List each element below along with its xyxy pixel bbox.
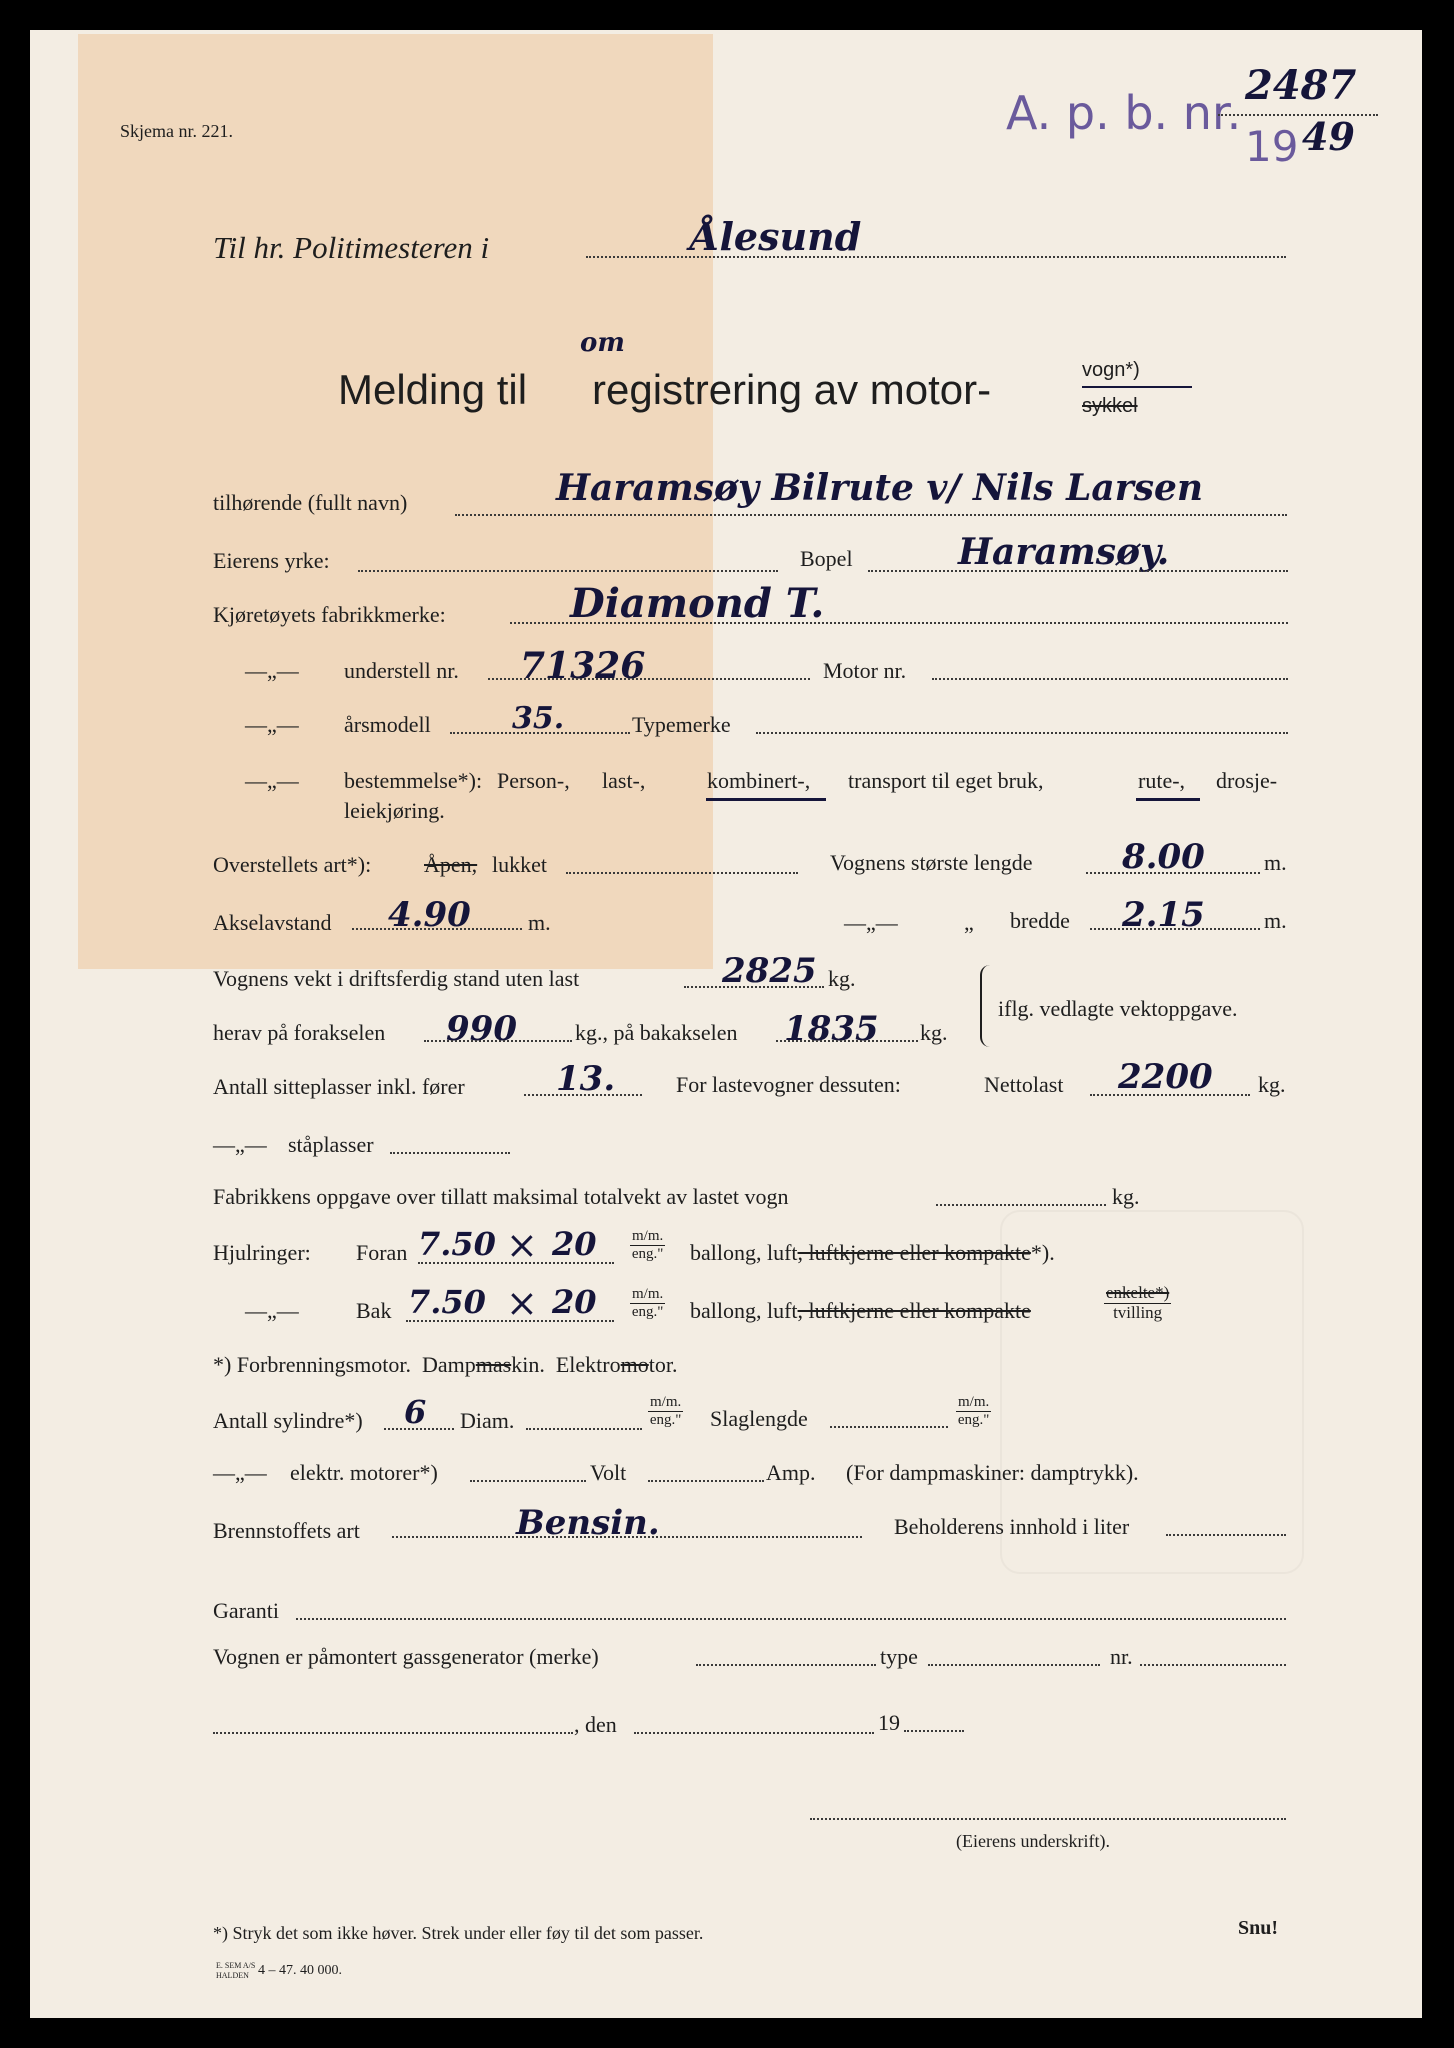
tires-front-unit — [630, 1228, 665, 1262]
gas-generator-line — [696, 1664, 876, 1666]
ditto-mark-1: —„— — [245, 658, 299, 683]
owner-value: Haramsøy Bilrute v/ Nils Larsen — [556, 467, 1204, 509]
title-option-divider — [1082, 386, 1192, 388]
tires-front-struck: , luftkjerne eller kompakte — [797, 1240, 1031, 1265]
net-load-unit: kg. — [1258, 1072, 1286, 1097]
rear-axle-value: 1835 — [784, 1009, 879, 1049]
net-load-value: 2200 — [1118, 1057, 1213, 1097]
tires-front-suffix: *). — [1030, 1240, 1055, 1265]
width-prefix: „ — [964, 910, 974, 935]
amp-label: Amp. — [766, 1460, 816, 1485]
axle-distance-label: Akselavstand — [213, 910, 332, 935]
axle-distance-unit: m. — [528, 910, 551, 935]
max-length-unit: m. — [1264, 850, 1287, 875]
motor-no-label: Motor nr. — [823, 658, 907, 683]
ditto-mark-2: —„— — [245, 712, 299, 737]
owner-label: tilhørende (fullt navn) — [213, 490, 408, 515]
electric-motors-line — [470, 1480, 586, 1482]
body-type-line — [566, 872, 798, 874]
title-option-vogn: vogn*) — [1082, 359, 1140, 381]
date-year-line — [904, 1730, 964, 1732]
make-line — [510, 622, 1288, 624]
ditto-mark-7: —„— — [213, 1460, 267, 1485]
stamp-year-written: 49 — [1302, 114, 1355, 159]
stroke-unit-top: m/m. — [958, 1394, 990, 1410]
stroke-unit — [956, 1394, 991, 1428]
weight-note: iflg. vedlagte vektoppgave. — [998, 996, 1238, 1021]
owner-line — [455, 514, 1287, 516]
seats-line — [524, 1094, 642, 1096]
date-separator: , den — [574, 1712, 617, 1737]
tires-rear-kept: ballong, luft — [690, 1298, 798, 1323]
max-total-line — [936, 1204, 1106, 1206]
addressee-city: Ålesund — [690, 214, 862, 259]
steam-pressure-note: (For dampmaskiner: damptrykk). — [846, 1460, 1139, 1485]
stamp-year-printed: 19 — [1245, 122, 1299, 171]
tires-rear-type — [690, 1300, 1031, 1322]
registration-number: 2487 — [1245, 62, 1357, 109]
tires-rear-opt-tvilling: tvilling — [1113, 1302, 1163, 1322]
registration-stamp-label: A. p. b. nr. — [1006, 86, 1242, 140]
guarantee-line — [296, 1618, 1286, 1620]
title-option-sykkel: sykkel — [1082, 395, 1138, 417]
ditto-mark-6: —„— — [245, 1298, 299, 1323]
rear-axle-line — [776, 1040, 918, 1042]
motor-type-electro-b: tor. — [648, 1352, 678, 1377]
purpose-option-rute: rute-, — [1138, 768, 1186, 793]
tires-rear-size-a: 7.50 — [408, 1283, 486, 1321]
purpose-option-drosje: drosje- — [1216, 768, 1278, 793]
standing-label: ståplasser — [288, 1132, 374, 1157]
diam-label: Diam. — [460, 1408, 515, 1433]
footnote: *) Stryk det som ikke høver. Strek under eller føy til det som passer. — [213, 1923, 704, 1943]
motor-type-line — [213, 1354, 677, 1376]
purpose-option-last: last-, — [602, 768, 646, 793]
type-label: Typemerke — [632, 712, 731, 737]
diam-unit — [648, 1394, 683, 1428]
tires-front-unit-top: m/m. — [632, 1228, 664, 1244]
turn-over-note: Snu! — [1238, 1917, 1279, 1939]
chassis-line — [488, 678, 810, 680]
rear-axle-label: kg., på bakakselen — [575, 1020, 738, 1045]
axle-distance-line — [352, 928, 522, 930]
diam-unit-bottom: eng." — [649, 1411, 682, 1428]
occupation-line — [358, 570, 778, 572]
tires-rear-unit — [630, 1286, 665, 1320]
print-info: 4 – 47. 40 000. — [258, 1963, 342, 1978]
volt-line — [648, 1480, 764, 1482]
gas-generator-label: Vognen er påmontert gassgenerator (merke) — [213, 1644, 599, 1669]
chassis-value: 71326 — [520, 645, 646, 687]
ditto-mark-5: —„— — [213, 1132, 267, 1157]
title-insertion: om — [580, 328, 625, 358]
stroke-line — [830, 1426, 948, 1428]
tires-rear-unit-top: m/m. — [632, 1286, 664, 1302]
diam-unit-top: m/m. — [650, 1394, 682, 1410]
width-label: bredde — [1010, 908, 1070, 933]
form-title-part2: registrering av motor- — [592, 366, 992, 413]
signature-label: (Eierens underskrift). — [956, 1831, 1110, 1851]
motor-type-electro-a: Elektro — [555, 1352, 621, 1377]
max-total-label: Fabrikkens oppgave over tillatt maksimal totalvekt av lastet vogn — [213, 1184, 789, 1209]
tires-rear-options — [1104, 1284, 1171, 1322]
model-year-value: 35. — [512, 701, 565, 736]
seats-label: Antall sitteplasser inkl. fører — [213, 1074, 465, 1099]
tank-line — [1166, 1534, 1286, 1536]
addressee-label: Til hr. Politimesteren i — [213, 230, 490, 265]
guarantee-label: Garanti — [213, 1598, 279, 1623]
motor-type-steam-b: kin. — [511, 1352, 545, 1377]
model-year-line — [450, 732, 630, 734]
motor-type-steam-a: Damp — [422, 1352, 476, 1377]
purpose-line2: leiekjøring. — [344, 798, 445, 823]
seats-value: 13. — [556, 1059, 616, 1099]
chassis-label: understell nr. — [344, 658, 459, 683]
tires-front-unit-bottom: eng." — [631, 1245, 664, 1262]
ditto-mark-4: —„— — [844, 910, 898, 935]
weight-unit: kg. — [828, 966, 856, 991]
tires-front-size-a: 7.50 — [418, 1225, 496, 1263]
front-axle-value: 990 — [446, 1009, 517, 1049]
tires-rear-line — [406, 1320, 614, 1322]
body-type-open: Åpen, — [424, 852, 478, 877]
tires-rear-label: Bak — [356, 1298, 392, 1323]
volt-label: Volt — [590, 1460, 627, 1485]
width-value: 2.15 — [1122, 895, 1205, 935]
tires-rear-opt-enkelte: enkelte*) — [1106, 1283, 1170, 1302]
tires-rear-times: × — [506, 1281, 538, 1325]
gas-no-line — [1140, 1664, 1286, 1666]
model-year-label: årsmodell — [344, 712, 431, 737]
date-year-prefix: 19 — [878, 1710, 900, 1735]
signature-line — [810, 1818, 1286, 1820]
front-axle-line — [424, 1040, 572, 1042]
width-line — [1090, 928, 1260, 930]
width-unit: m. — [1264, 908, 1287, 933]
rear-axle-unit: kg. — [920, 1020, 948, 1045]
tires-front-line — [418, 1262, 614, 1264]
ditto-mark-3: —„— — [245, 768, 299, 793]
net-load-label: Nettolast — [984, 1072, 1064, 1097]
cylinders-line — [384, 1428, 454, 1430]
stroke-unit-bottom: eng." — [957, 1411, 990, 1428]
tires-rear-unit-bottom: eng." — [631, 1303, 664, 1320]
purpose-option-person: Person-, — [497, 768, 570, 793]
tires-rear-struck: , luftkjerne eller kompakte — [797, 1298, 1031, 1323]
tank-label: Beholderens innhold i liter — [894, 1514, 1130, 1539]
fuel-label: Brennstoffets art — [213, 1518, 360, 1543]
addressee-line — [586, 256, 1286, 258]
max-length-value: 8.00 — [1122, 837, 1205, 877]
motor-type-electro-struck: mo — [620, 1352, 649, 1377]
body-type-label: Overstellets art*): — [213, 852, 372, 877]
axle-distance-value: 4.90 — [388, 895, 471, 935]
diam-line — [526, 1428, 642, 1430]
motor-no-line — [932, 678, 1288, 680]
weight-brace — [980, 965, 992, 1047]
tires-front-kept: ballong, luft — [690, 1240, 798, 1265]
front-axle-label: herav på forakselen — [213, 1020, 386, 1045]
max-length-label: Vognens største lengde — [830, 850, 1033, 875]
residence-line — [868, 570, 1288, 572]
tires-front-times: × — [506, 1223, 538, 1267]
stroke-label: Slaglengde — [710, 1406, 808, 1431]
cargo-label: For lastevogner dessuten: — [676, 1072, 901, 1097]
place-line — [213, 1732, 573, 1734]
make-label: Kjøretøyets fabrikkmerke: — [213, 602, 446, 627]
underline-rute — [1136, 798, 1200, 801]
printer-city: HALDEN — [216, 1971, 249, 1980]
weight-line — [684, 986, 824, 988]
motor-type-steam-struck: mas — [475, 1352, 512, 1377]
weight-label: Vognens vekt i driftsferdig stand uten last — [213, 966, 580, 991]
tires-front-label: Foran — [356, 1240, 408, 1265]
electric-motors-label: elektr. motorer*) — [290, 1460, 438, 1485]
cylinders-label: Antall sylindre*) — [213, 1408, 363, 1433]
make-value: Diamond T. — [570, 580, 825, 627]
gas-type-label: type — [880, 1644, 918, 1669]
max-total-unit: kg. — [1112, 1184, 1140, 1209]
form-title-part1: Melding til — [338, 366, 528, 413]
gas-type-line — [928, 1664, 1100, 1666]
tires-front-type — [690, 1242, 1055, 1264]
fuel-value: Bensin. — [516, 1503, 660, 1543]
standing-line — [390, 1152, 510, 1154]
net-load-line — [1090, 1094, 1250, 1096]
purpose-option-transport: transport til eget bruk, — [848, 768, 1044, 793]
schema-number: Skjema nr. 221. — [120, 121, 233, 141]
tires-rear-size-b: 20 — [552, 1283, 597, 1321]
motor-type-combustion: *) Forbrenningsmotor. — [213, 1352, 411, 1377]
occupation-label: Eierens yrke: — [213, 548, 330, 573]
max-length-line — [1086, 872, 1260, 874]
body-type-closed: lukket — [492, 852, 547, 877]
purpose-label: bestemmelse*): — [344, 768, 483, 793]
tires-front-size-b: 20 — [552, 1225, 597, 1263]
fuel-line — [392, 1536, 862, 1538]
residence-label: Bopel — [800, 546, 853, 571]
printer-name: E. SEM A/S — [216, 1961, 256, 1970]
type-line — [756, 732, 1288, 734]
underline-kombinert — [706, 798, 826, 801]
gas-no-label: nr. — [1110, 1644, 1133, 1669]
weight-value: 2825 — [722, 951, 817, 991]
purpose-option-kombinert: kombinert-, — [707, 768, 811, 793]
residence-value: Haramsøy. — [958, 531, 1170, 573]
tires-label: Hjulringer: — [213, 1240, 311, 1265]
cylinders-value: 6 — [404, 1393, 427, 1431]
date-line — [634, 1732, 874, 1734]
